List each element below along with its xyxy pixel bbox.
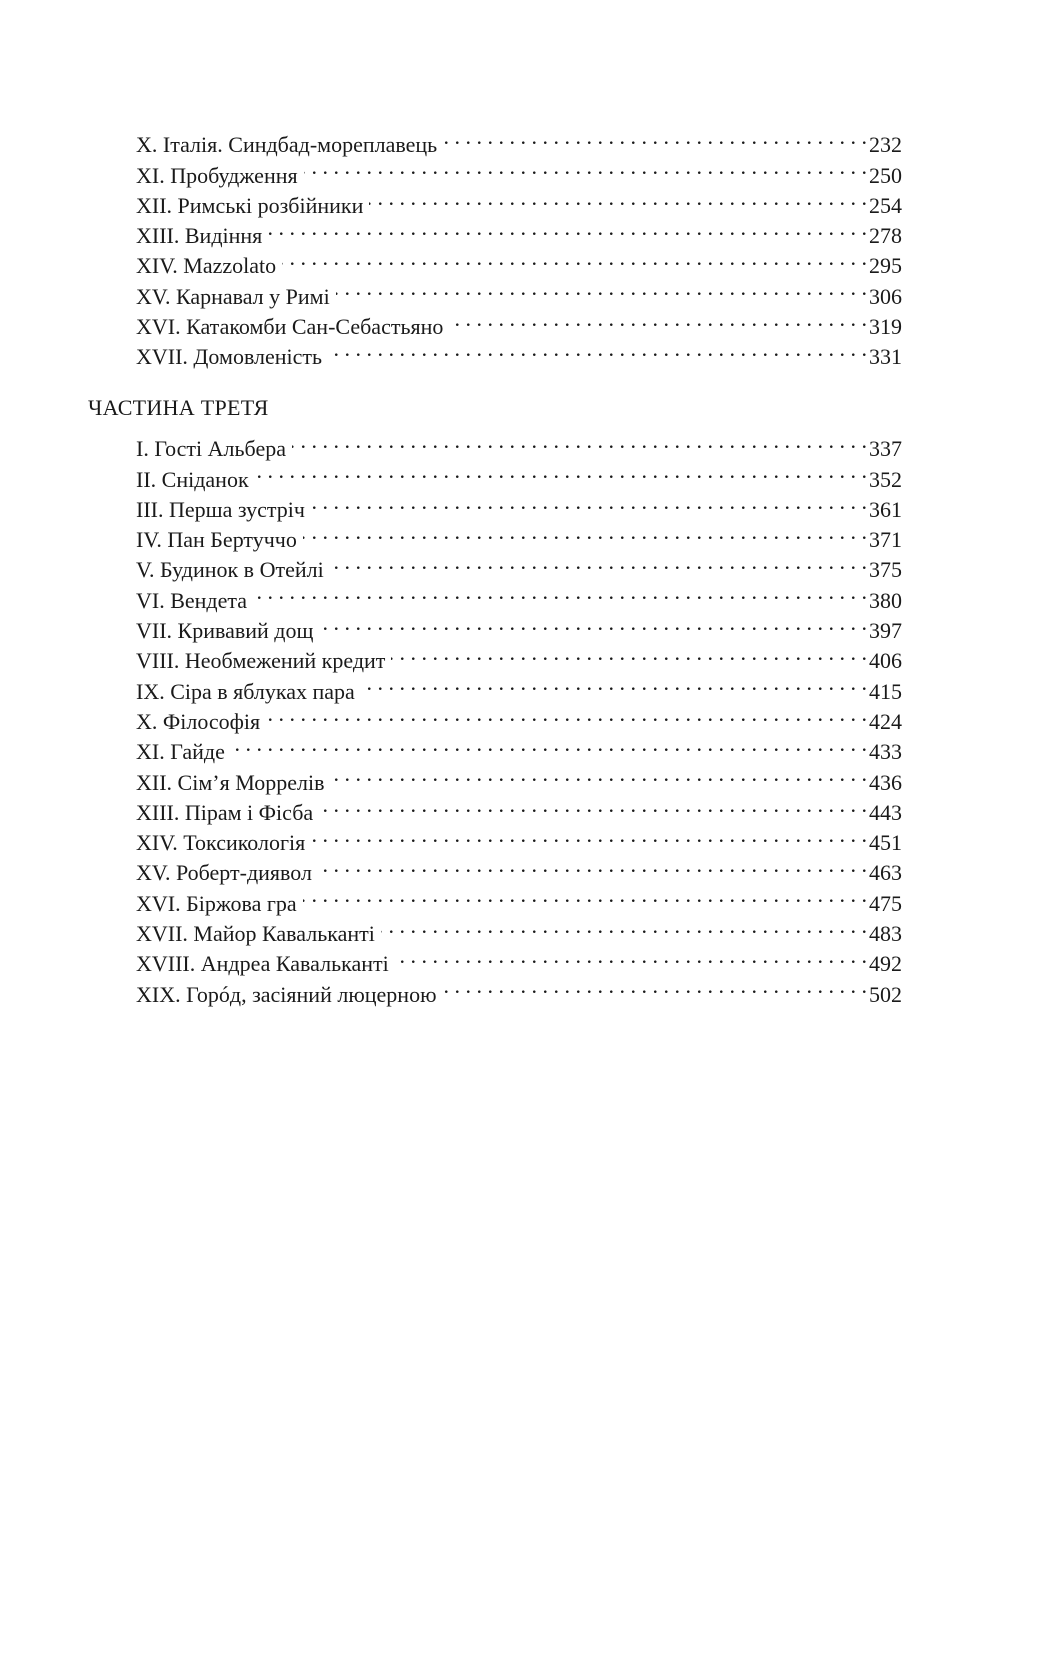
toc-entry-page: 319 bbox=[869, 314, 902, 340]
toc-entry-title: XVI. Біржова гра bbox=[136, 890, 297, 916]
dot-leader bbox=[443, 971, 867, 1001]
toc-entry-title: XIII. Видіння bbox=[136, 223, 263, 249]
toc-entry bbox=[136, 608, 902, 644]
toc-entry-title: XII. Сім’я Моррелів bbox=[136, 769, 325, 795]
dot-leader bbox=[328, 334, 867, 364]
toc-entry-page: 361 bbox=[869, 496, 902, 522]
toc-entry-title: XVIII. Андреа Кавальканті bbox=[136, 951, 389, 977]
dot-leader bbox=[304, 152, 867, 182]
toc-entry-page: 375 bbox=[869, 557, 902, 583]
dot-leader bbox=[330, 759, 867, 789]
dot-leader bbox=[253, 577, 867, 607]
toc-entry-page: 232 bbox=[869, 132, 902, 158]
toc-entry-page: 415 bbox=[869, 678, 902, 704]
toc-entry-page: 254 bbox=[869, 192, 902, 218]
toc-entry-title: X. Італія. Синдбад-мореплавець bbox=[136, 132, 438, 158]
toc-entry-page: 483 bbox=[869, 921, 902, 947]
dot-leader bbox=[255, 456, 867, 486]
toc-entry-title: XIV. Mazzolato bbox=[136, 253, 277, 279]
dot-leader bbox=[443, 122, 867, 152]
toc-entry-title: XVII. Майор Кавальканті bbox=[136, 921, 375, 947]
toc-entry-page: 492 bbox=[869, 951, 902, 977]
toc-entry-title: VI. Вендета bbox=[136, 587, 248, 613]
toc-entry bbox=[136, 487, 902, 522]
toc-entry-title: XII. Римські розбійники bbox=[136, 192, 364, 218]
dot-leader bbox=[336, 273, 867, 303]
toc-entry-page: 451 bbox=[869, 830, 902, 856]
toc-entry-page: 406 bbox=[869, 648, 902, 674]
toc-entry-page: 306 bbox=[869, 283, 902, 309]
dot-leader bbox=[319, 790, 867, 820]
dot-leader bbox=[231, 729, 867, 759]
toc-entry-title: VII. Кривавий дощ bbox=[136, 618, 314, 644]
toc-entry bbox=[136, 729, 902, 765]
toc-entry-title: XI. Гайде bbox=[136, 739, 225, 765]
dot-leader bbox=[292, 426, 867, 456]
dot-leader bbox=[318, 850, 867, 880]
toc-entry bbox=[136, 122, 902, 158]
toc-entry-page: 250 bbox=[869, 162, 902, 188]
toc-entry-title: XVI. Катакомби Сан-Себастьяно bbox=[136, 314, 444, 340]
toc-entry-title: II. Сніданок bbox=[136, 466, 249, 492]
toc-entry-title: XIX. Горóд, засіяний люцерною bbox=[136, 981, 437, 1007]
dot-leader bbox=[391, 638, 867, 668]
dot-leader bbox=[303, 880, 867, 910]
toc-entry-page: 331 bbox=[869, 344, 902, 370]
dot-leader bbox=[311, 820, 867, 850]
dot-leader bbox=[319, 608, 867, 638]
toc-entry bbox=[136, 426, 902, 462]
toc-entry-title: XIII. Пірам і Фісба bbox=[136, 799, 314, 825]
dot-leader bbox=[449, 304, 867, 334]
dot-leader bbox=[311, 487, 867, 517]
toc-entry-title: XI. Пробудження bbox=[136, 162, 298, 188]
dot-leader bbox=[369, 183, 867, 213]
toc-entry-title: VIII. Необмежений кредит bbox=[136, 648, 386, 674]
toc-entry-title: XV. Роберт-диявол bbox=[136, 860, 312, 886]
toc-entry-page: 475 bbox=[869, 890, 902, 916]
toc-entry-page: 295 bbox=[869, 253, 902, 279]
toc-entry-page: 352 bbox=[869, 466, 902, 492]
dot-leader bbox=[282, 243, 867, 273]
toc-entry-page: 371 bbox=[869, 527, 902, 553]
dot-leader bbox=[268, 213, 867, 243]
toc-entry-title: X. Філософія bbox=[136, 708, 261, 734]
toc-section-part-three bbox=[136, 426, 902, 1007]
toc-entry-title: XVII. Домовленість bbox=[136, 344, 323, 370]
toc-entry-page: 397 bbox=[869, 618, 902, 644]
toc-entry-page: 502 bbox=[869, 981, 902, 1007]
toc-entry-title: IX. Сіра в яблуках пара bbox=[136, 678, 355, 704]
toc-entry bbox=[136, 759, 902, 795]
dot-leader bbox=[266, 699, 867, 729]
toc-entry-page: 433 bbox=[869, 739, 902, 765]
toc-entry-page: 337 bbox=[869, 436, 902, 462]
dot-leader bbox=[361, 668, 867, 698]
dot-leader bbox=[303, 517, 867, 547]
dot-leader bbox=[381, 911, 867, 941]
toc-entry-title: III. Перша зустріч bbox=[136, 496, 305, 522]
toc-entry-title: IV. Пан Бертуччо bbox=[136, 527, 297, 553]
part-three-heading: ЧАСТИНА ТРЕТЯ bbox=[88, 395, 269, 420]
toc-entry-page: 278 bbox=[869, 223, 902, 249]
toc-entry-title: XIV. Токсикологія bbox=[136, 830, 306, 856]
toc-entry-title: V. Будинок в Отейлі bbox=[136, 557, 324, 583]
toc-entry-page: 436 bbox=[869, 769, 902, 795]
dot-leader bbox=[330, 547, 867, 577]
toc-entry-page: 463 bbox=[869, 860, 902, 886]
dot-leader bbox=[395, 941, 867, 971]
toc-entry-title: XV. Карнавал у Римі bbox=[136, 283, 330, 309]
toc-section-part-two-continued bbox=[136, 122, 902, 370]
toc-entry-page: 424 bbox=[869, 708, 902, 734]
toc-entry-page: 380 bbox=[869, 587, 902, 613]
toc-entry-page: 443 bbox=[869, 799, 902, 825]
toc-entry-title: I. Гості Альбера bbox=[136, 436, 286, 462]
